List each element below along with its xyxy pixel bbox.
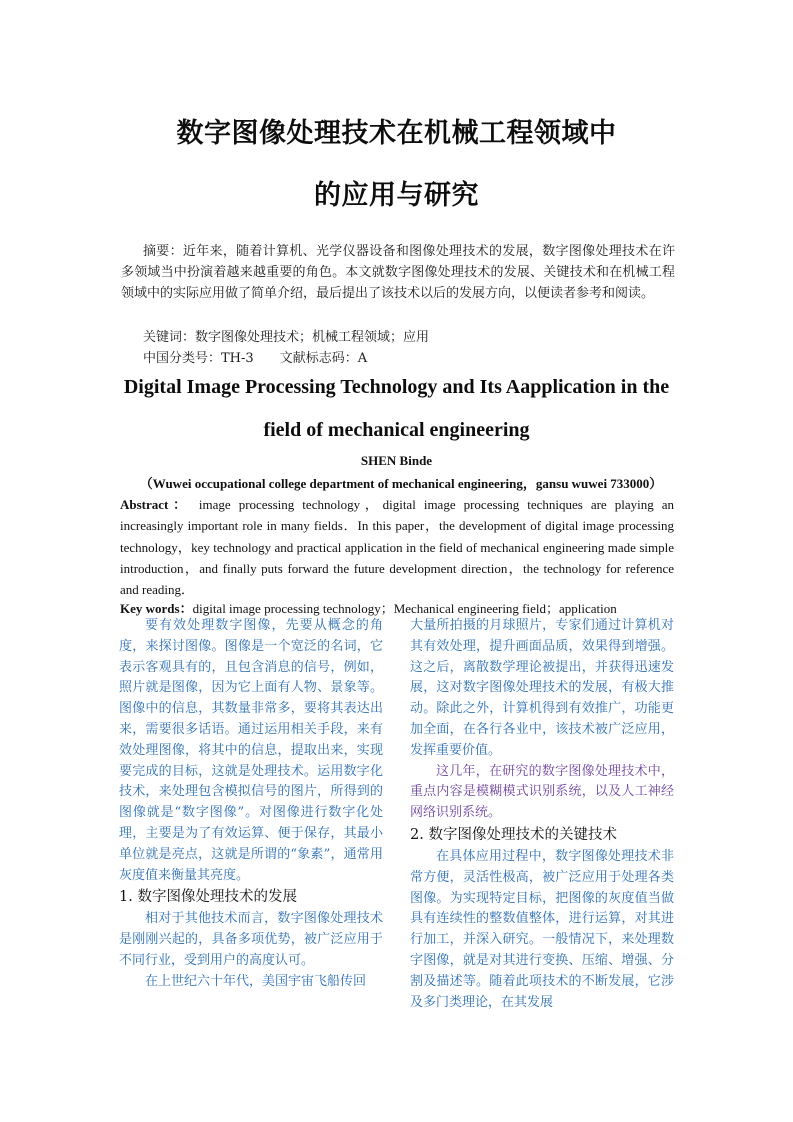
keywords-cn bbox=[143, 326, 429, 345]
body-column-right bbox=[410, 616, 674, 1013]
abstract-cn-label: 摘要： bbox=[143, 244, 183, 259]
title-en-line2: field of mechanical engineering bbox=[263, 419, 530, 441]
body-paragraph: 这几年，在研究的数字图像处理技术中，重点内容是模糊模式识别系统，以及人工神经网络识别系统。 bbox=[410, 763, 674, 821]
body-paragraph: 大量所拍摄的月球照片，专家们通过计算机对其有效处理，提升画面品质，效果得到增强。这之后，离散数学理论被提出，并获得迅速发展，这对数字图像处理技术的发展，有极大推动。除此之外，计算机得到有效推广，功能更加全面，在各行各业中，该技术被广泛应用，发挥重要价值。 bbox=[410, 618, 674, 758]
body-paragraph: 相对于其他技术而言，数字图像处理技术是刚刚兴起的，具备多项优势，被广泛应用于不同行业，受到用户的高度认可。 bbox=[119, 911, 383, 968]
abstract-cn bbox=[121, 241, 675, 304]
body-paragraph: 要有效处理数字图像，先要从概念的角度，来探讨图像。图像是一个宽泛的名词，它表示客观具有的，且包含消息的信号，例如，照片就是图像，因为它上面有人物、景象等。图像中的信息，其数量非常多，要将其表达出来，需要很多话语。通过运用相关手段，来有效处理图像，将其中的信息，提取出来，实现要完成的目标，这就是处理技术。运用数字化技术，来处理包含模拟信号的图片，所得到的图像就是“数字图像”。对图像进行数字化处理，主要是为了有效运算、便于保存，其最小单位就是亮点，这就是所谓的“象素”，通常用灰度值来衡量其亮度。 bbox=[119, 618, 383, 883]
body-paragraph: 在上世纪六十年代，美国宇宙飞船传回 bbox=[145, 973, 367, 989]
abstract-en bbox=[120, 494, 674, 600]
section-heading-2: 2. 数字图像处理技术的关键技术 bbox=[410, 826, 617, 843]
abstract-en-text: image processing technology，digital image processing techniques are playing an increasingly important role in many fields．In this paper，the development of digital image processing technology，key technology and practical application in the field of mechanical engineering made simple introduction，and finally puts forward the future development direction，the technology for reference and reading． bbox=[120, 497, 674, 598]
author-affiliation: （Wuwei occupational college department of mechanical engineering，gansu wuwei 733000） bbox=[139, 476, 663, 491]
doc-label: 文献标志码： bbox=[279, 351, 358, 366]
keywords-cn-text: 数字图像处理技术；机械工程领域；应用 bbox=[195, 330, 430, 345]
doc-value: A bbox=[357, 351, 368, 366]
classification-line bbox=[143, 347, 367, 366]
keywords-en bbox=[120, 598, 680, 617]
title-cn-line1: 数字图像处理技术在机械工程领域中 bbox=[176, 118, 617, 149]
body-paragraph: 在具体应用过程中，数字图像处理技术非常方便，灵活性极高，被广泛应用于处理各类图像。为实现特定目标，把图像的灰度值当做具有连续性的整数值整体，进行运算，对其进行加工，并深入研究。一般情况下，来处理数字图像，就是对其进行变换、压缩、增强、分割及描述等。随着此项技术的不断发展，它涉及多门类理论，在其发展 bbox=[410, 848, 674, 1010]
title-en-line1: Digital Image Processing Technology and Its Aapplication in the bbox=[123, 376, 670, 398]
keywords-en-text: digital image processing technology；Mechanical engineering field；application bbox=[192, 601, 617, 616]
section-heading-1: 1. 数字图像处理技术的发展 bbox=[119, 889, 297, 906]
keywords-cn-label: 关键词： bbox=[143, 330, 196, 345]
class-label: 中国分类号： bbox=[143, 351, 222, 366]
title-cn-line2: 的应用与研究 bbox=[314, 180, 479, 211]
abstract-cn-text: 近年来，随着计算机、光学仪器设备和图像处理技术的发展，数字图像处理技术在许多领域当中扮演着越来越重要的角色。本文就数字图像处理技术的发展、关键技术和在机械工程领域中的实际应用做了简单介绍，最后提出了该技术以后的发展方向，以便读者参考和阅读。 bbox=[121, 244, 675, 301]
author-name: SHEN Binde bbox=[360, 453, 433, 468]
keywords-en-label: Key words： bbox=[120, 601, 193, 616]
body-column-left bbox=[119, 616, 383, 993]
class-value: TH-3 bbox=[221, 351, 254, 366]
abstract-en-label: Abstract： bbox=[120, 497, 191, 512]
